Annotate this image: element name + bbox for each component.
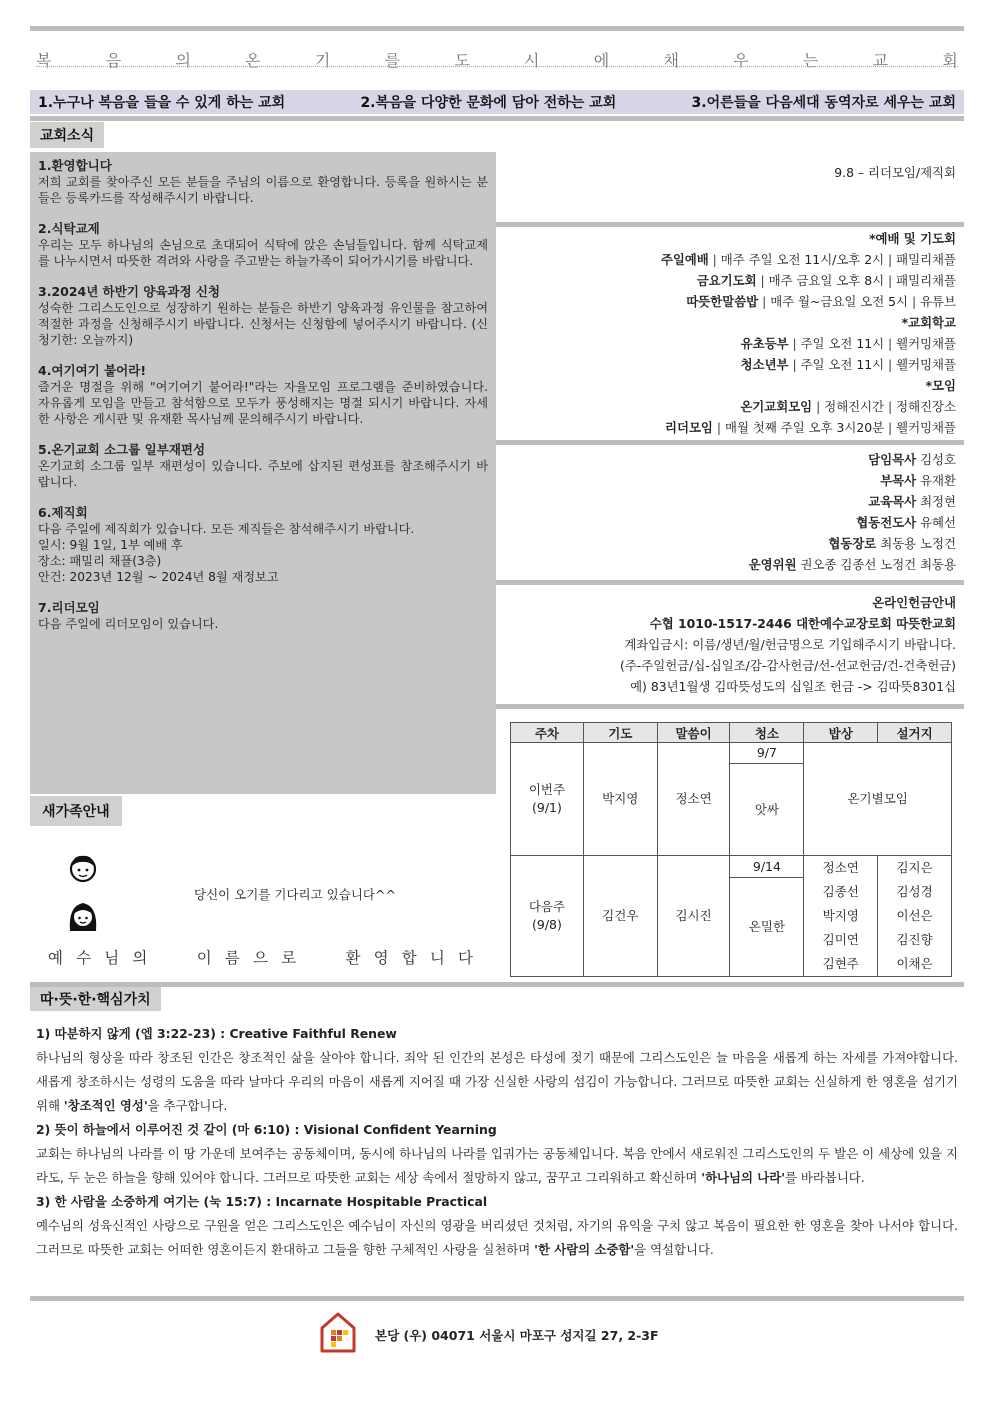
header-meal: 밥상: [804, 723, 878, 743]
staff-row: 운영위원 권오종 김종선 노정건 최동용: [748, 557, 956, 572]
offering-line: 계좌입금시: 이름/생년/월/헌금명으로 기입해주시기 바랍니다.: [624, 637, 956, 652]
duty-table: [510, 722, 952, 977]
offering-account: 수협 1010-1517-2446 대한예수교장로회 따뜻한교회: [649, 616, 956, 631]
core-values: [36, 1022, 958, 1262]
vision-bar: [30, 90, 964, 114]
bottom-rule: [30, 1296, 964, 1301]
news-line: 일시: 9월 1일, 1부 예배 후: [38, 538, 183, 552]
clean-cell: 온밀한: [730, 878, 804, 977]
meal-list-cell: 정소연 김종선 박지영 김미연 김현주: [804, 856, 878, 977]
schedule-note-box: [496, 162, 964, 183]
word-cell: 김시진: [657, 856, 730, 977]
right-rule: [496, 440, 964, 445]
header-prayer: 기도: [583, 723, 657, 743]
staff-row: 교육목사 최정현: [868, 494, 956, 509]
church-motto: 복 음 의 온 기 를 도 시 에 채 우 는 교 회: [36, 51, 958, 70]
top-rule: [30, 26, 964, 31]
clean-cell: 앗싸: [730, 764, 804, 856]
right-rule: [496, 580, 964, 585]
news-body: 우리는 모두 하나님의 손님으로 초대되어 식탁에 앉은 손님들입니다. 함께 식탁교제를 나누시면서 따뜻한 격려와 사랑을 주고받는 하늘가족이 되어가시기를 바랍니다.: [38, 238, 488, 268]
value-body: 하나님의 형상을 따라 창조된 인간은 창조적인 삶을 살아야 합니다. 죄악 된 인간의 본성은 타성에 젖기 때문에 그리스도인은 늘 마음을 새롭게 하는 자세를 가져야합니다. 새롭게 창조하시는 성령의 도움을 따라 날마다 우리의 마음이 새롭게 지어질 때 가장 신실한 사랑의 섬김이 가능합니다. 그러므로 따뜻한 교회는 신실하게 한 영혼을 섬기기 위해 '창조적인 영성'을 추구합니다.: [36, 1050, 958, 1113]
week-cell: 이번주 (9/1): [511, 743, 584, 856]
news-item: [38, 363, 488, 427]
worship-item: 주일예배 | 매주 주일 오전 11시/오후 2시 | 패밀리채플: [660, 252, 956, 267]
meeting-item: 온기교회모임 | 정해진시간 | 정해진장소: [740, 399, 956, 414]
core-values-tag: 따·뜻·한·핵심가치: [30, 987, 161, 1011]
church-address: 본당 (우) 04071 서울시 마포구 성지길 27, 2-3F: [375, 1328, 659, 1343]
news-body: 다음 주일에 리더모임이 있습니다.: [38, 617, 219, 631]
church-logo-icon: [318, 1310, 358, 1354]
worship-heading: *예배 및 기도회: [869, 231, 956, 246]
value-emphasis: '창조적인 영성': [63, 1098, 148, 1113]
prayer-cell: 박지영: [583, 743, 657, 856]
school-item: 유초등부 | 주일 오전 11시 | 웰커밍채플: [740, 336, 956, 351]
staff-row: 부목사 유재환: [880, 473, 956, 488]
value-title: 3) 한 사람을 소중하게 여기는 (눅 15:7) : Incarnate Hospitable Practical: [36, 1194, 488, 1209]
offering-line: 예) 83년1월생 김따뜻성도의 십일조 헌금 -> 김따뜻8301십: [630, 679, 956, 694]
staff-list: [496, 449, 964, 575]
new-family-tag: 새가족안내: [30, 796, 122, 826]
news-body: 온기교회 소그룹 일부 재편성이 있습니다. 주보에 삽지된 편성표를 참조해주시기 바랍니다.: [38, 459, 488, 489]
header-word: 말씀이: [657, 723, 730, 743]
news-item: [38, 221, 488, 269]
news-title: 4.여기여기 붙어라!: [38, 363, 147, 378]
news-section-tag: 교회소식: [30, 122, 104, 148]
school-heading: *교회학교: [901, 315, 956, 330]
word-cell: 정소연: [657, 743, 730, 856]
right-rule: [496, 222, 964, 227]
school-item: 청소년부 | 주일 오전 11시 | 웰커밍채플: [740, 357, 956, 372]
clean-date-cell: 9/14: [730, 856, 804, 878]
news-line: 장소: 패밀리 채플(3층): [38, 554, 162, 568]
news-body: 성숙한 그리스도인으로 성장하기 원하는 분들은 하반기 양육과정 유인물을 참고하여 적절한 과정을 신청해주시기 바랍니다. 신청서는 신청함에 넣어주시기 바랍니다. (신청기한: 오늘까지): [38, 301, 488, 347]
right-rule: [496, 704, 964, 709]
offering-line: (주-주일헌금/십-십일조/감-감사헌금/선-선교헌금/건-건축헌금): [620, 658, 956, 673]
table-row: [511, 743, 952, 764]
boy-icon: [68, 852, 98, 884]
girl-icon: [66, 898, 100, 934]
news-title: 5.온기교회 소그룹 일부재편성: [38, 442, 206, 457]
vision-3: 3.어른들을 다음세대 동역자로 세우는 교회: [691, 95, 956, 111]
news-title: 1.환영합니다: [38, 158, 112, 173]
news-item: [38, 505, 488, 585]
vision-1: 1.누구나 복음을 들을 수 있게 하는 교회: [38, 95, 286, 111]
worship-item: 금요기도회 | 매주 금요일 오후 8시 | 패밀리채플: [696, 273, 956, 288]
meal-cell: 온기별모임: [804, 743, 952, 856]
table-header-row: [511, 723, 952, 743]
table-row: [511, 856, 952, 878]
worship-schedule: [496, 228, 964, 438]
staff-row: 협동전도사 유혜선: [856, 515, 956, 530]
church-news-panel: [30, 152, 496, 794]
welcome-message: 예 수 님 의 이 름 으 로 환 영 합 니 다: [48, 949, 474, 967]
staff-row: 담임목사 김성호: [868, 452, 956, 467]
dish-list-cell: 김지은 김성경 이선은 김진향 이채은: [878, 856, 952, 977]
value-body: 예수님의 성육신적인 사랑으로 구원을 얻은 그리스도인은 예수님이 자신의 영광을 버리셨던 것처럼, 자기의 유익을 구치 않고 복음이 필요한 한 영혼을 찾아 나서야 합니다. 그러므로 따뜻한 교회는 어떠한 영혼이든지 환대하고 그들을 향한 구체적인 사랑을 실천하며 '한 사람의 소중함'을 역설합니다.: [36, 1218, 958, 1257]
values-rule: [30, 982, 964, 987]
meeting-item: 리더모임 | 매월 첫째 주일 오후 3시20분 | 웰커밍채플: [665, 420, 956, 435]
week-cell: 다음주 (9/8): [511, 856, 584, 977]
news-item: [38, 442, 488, 490]
news-item: [38, 600, 488, 632]
header-clean: 청소: [730, 723, 804, 743]
worship-item: 따뜻한말씀밥 | 매주 월~금요일 오전 5시 | 유튜브: [686, 294, 956, 309]
value-title: 2) 뜻이 하늘에서 이루어진 것 같이 (마 6:10) : Visional Confident Yearning: [36, 1122, 497, 1137]
news-body: 저희 교회를 찾아주신 모든 분들을 주님의 이름으로 환영합니다. 등록을 원하시는 분들은 등록카드를 작성해주시기 바랍니다.: [38, 175, 488, 205]
online-offering: [496, 592, 964, 697]
vision-2: 2.복음을 다양한 문화에 담아 전하는 교회: [360, 95, 617, 111]
news-body: 즐거운 명절을 위해 "여기여기 붙어라!"라는 자율모임 프로그램을 준비하였습니다. 자유롭게 모임을 만들고 참석함으로 모두가 풍성해지는 명절 되시기 바랍니다. 자세한 사항은 게시판 및 유재환 목사님께 문의해주시기 바랍니다.: [38, 380, 488, 426]
news-item: [38, 284, 488, 348]
news-title: 2.식탁교제: [38, 221, 100, 236]
news-title: 6.제직회: [38, 505, 88, 520]
schedule-note: 9.8 – 리더모임/제직회: [834, 165, 956, 180]
welcome-text: 당신이 오기를 기다리고 있습니다^^: [194, 887, 396, 902]
value-title: 1) 따분하지 않게 (엡 3:22-23) : Creative Faithful Renew: [36, 1026, 397, 1041]
header-dish: 설거지: [878, 723, 952, 743]
header-week: 주차: [511, 723, 584, 743]
news-line: 다음 주일에 제직회가 있습니다. 모든 제직들은 참석해주시기 바랍니다.: [38, 522, 415, 536]
prayer-cell: 김건우: [583, 856, 657, 977]
vision-rule: [30, 116, 964, 121]
news-title: 3.2024년 하반기 양육과정 신청: [38, 284, 221, 299]
meeting-heading: *모임: [925, 378, 956, 393]
motto-underline: [36, 66, 958, 67]
staff-row: 협동장로 최동용 노정건: [828, 536, 956, 551]
value-body: 교회는 하나님의 나라를 이 땅 가운데 보여주는 공동체이며, 동시에 하나님의 나라를 입궈가는 공동체입니다. 복음 안에서 새로워진 그리스도인의 두 발은 이 세상에 있을 지라도, 두 눈은 하늘을 향해 있어야 합니다. 그러므로 따뜻한 교회는 세상 속에서 절망하지 않고, 꿈꾸고 그리워하고 확신하며 '하나님의 나라'를 바라봅니다.: [36, 1146, 958, 1185]
news-line: 안건: 2023년 12월 ~ 2024년 8월 재정보고: [38, 570, 279, 584]
news-item: [38, 158, 488, 206]
value-emphasis: '하나님의 나라': [701, 1170, 785, 1185]
news-title: 7.리더모임: [38, 600, 100, 615]
clean-date-cell: 9/7: [730, 743, 804, 764]
value-emphasis: '한 사람의 소중함': [534, 1242, 635, 1257]
offering-heading: 온라인헌금안내: [872, 595, 956, 610]
